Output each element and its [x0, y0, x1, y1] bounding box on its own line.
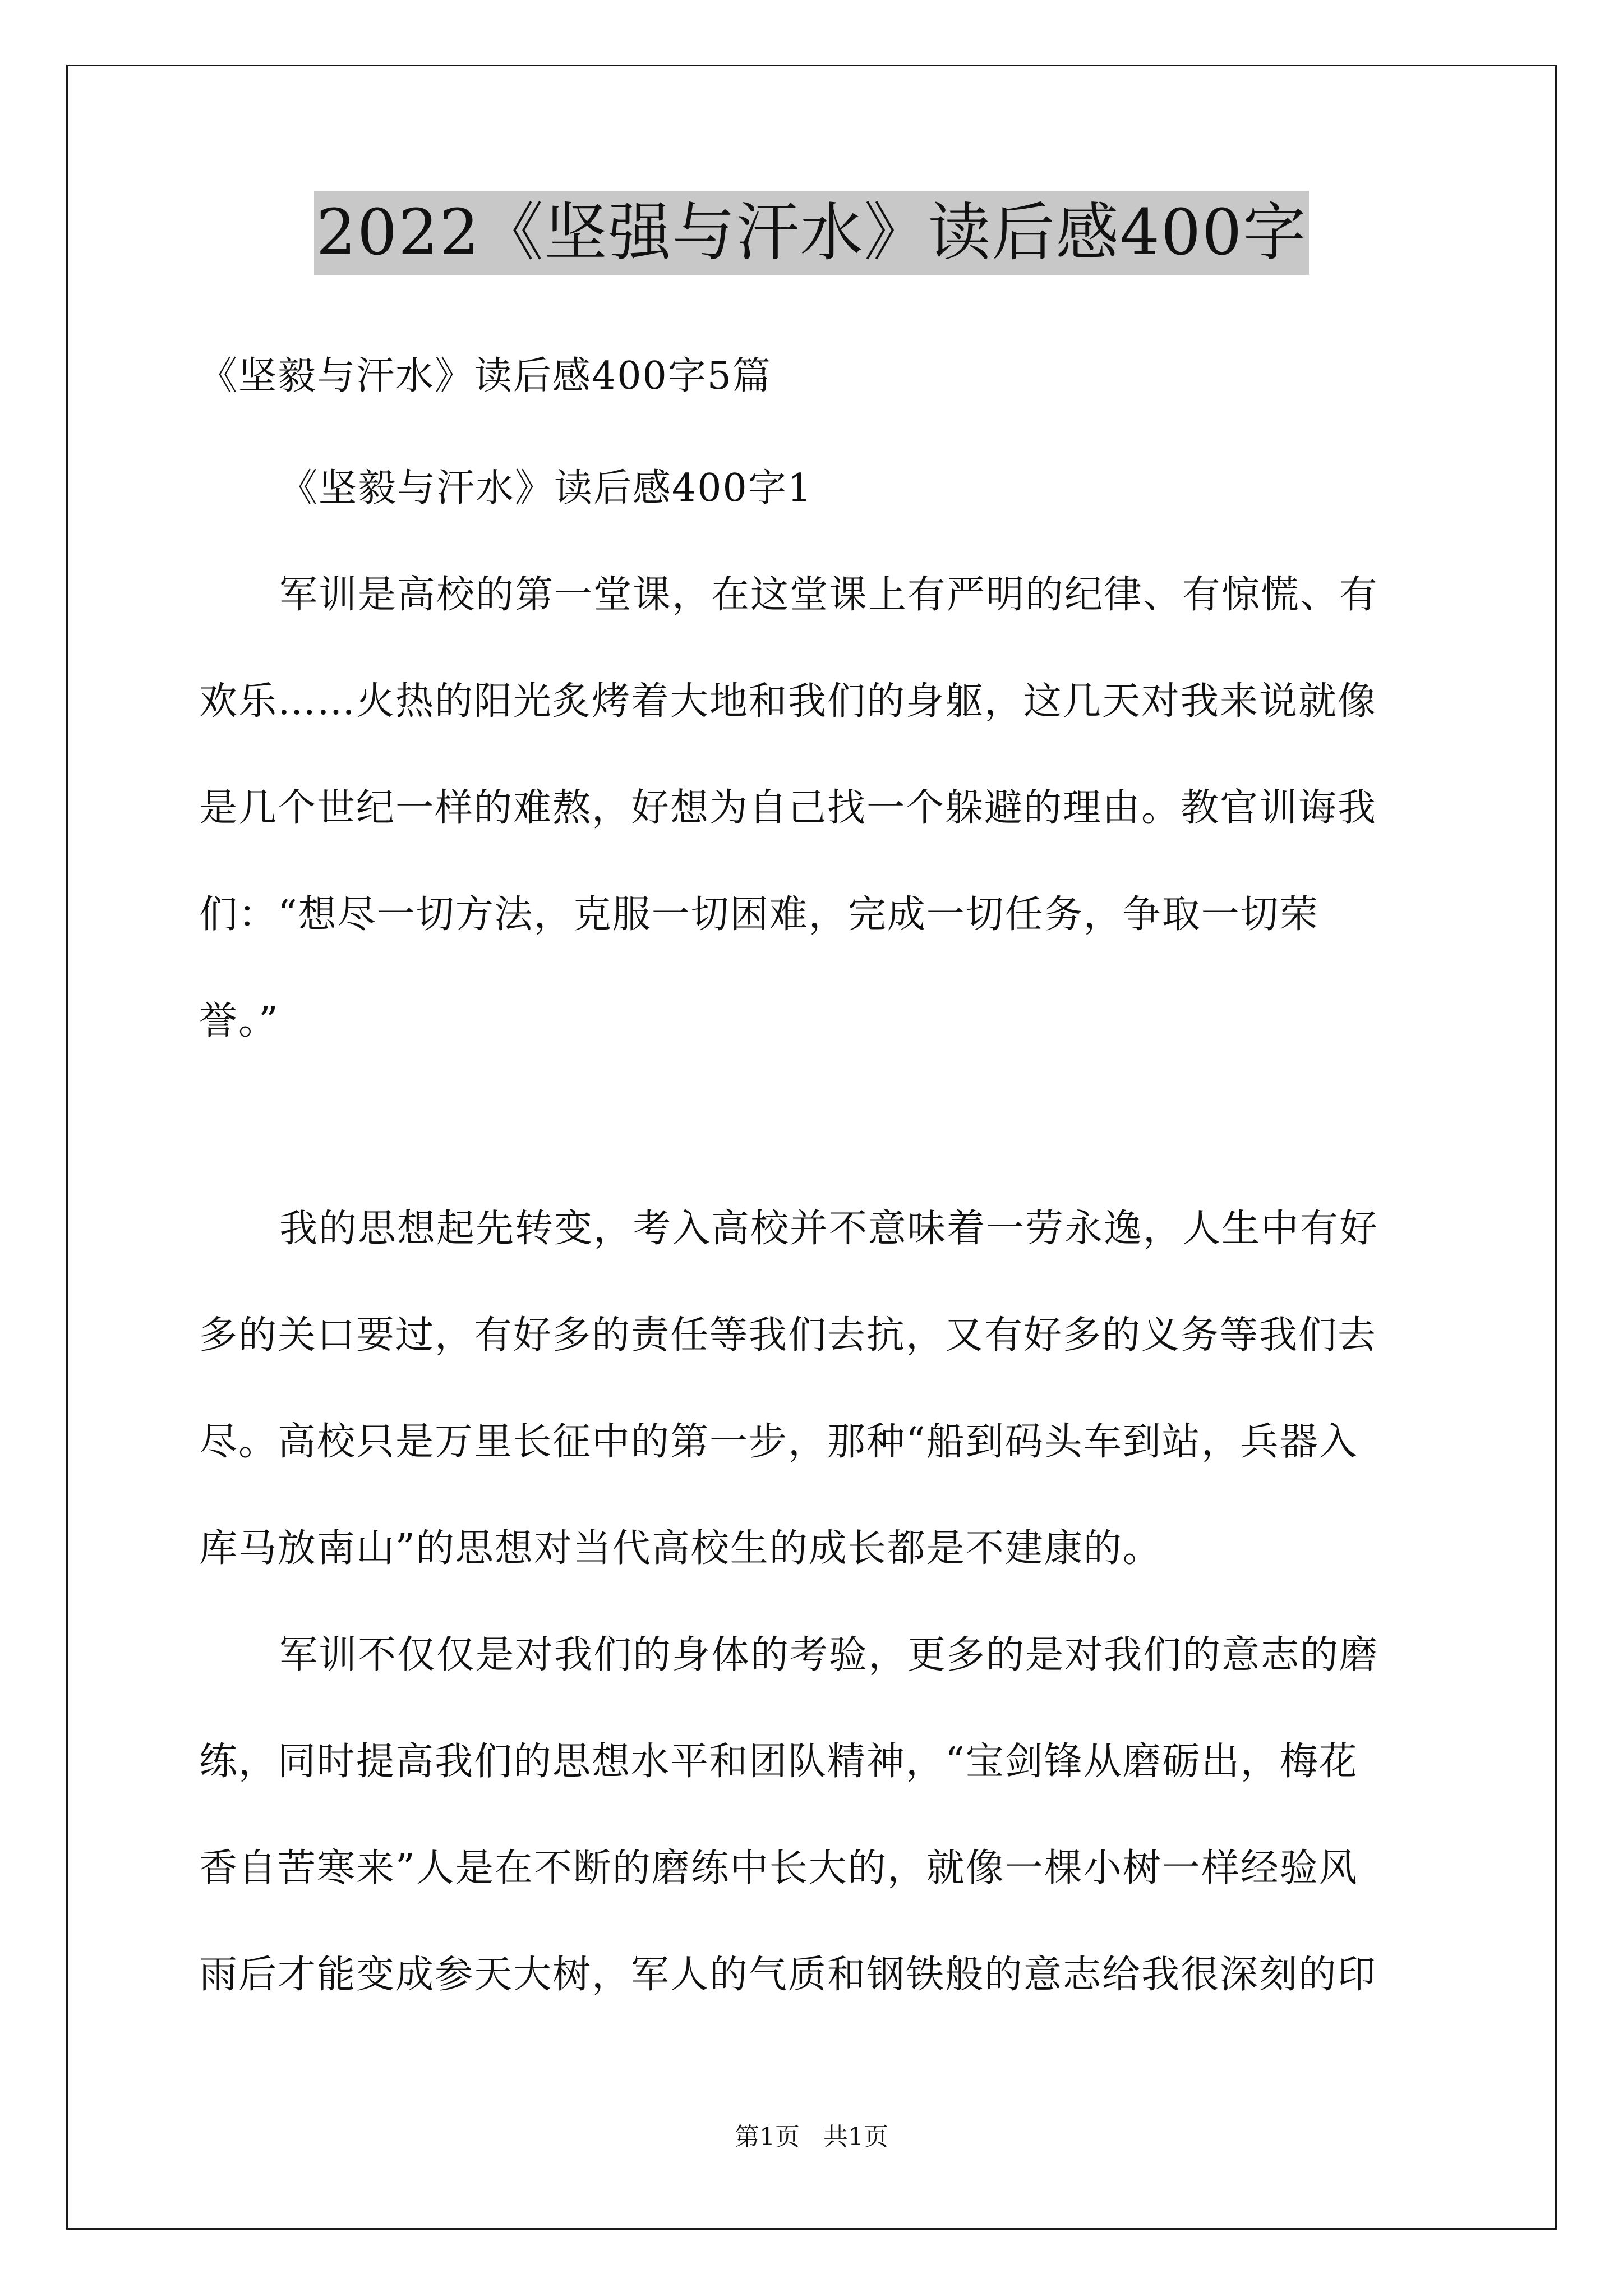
paragraph-line: 我的思想起先转变，考入高校并不意味着一劳永逸，人生中有好: [279, 1207, 1379, 1251]
section-heading: 《坚毅与汗水》读后感400字1: [279, 466, 813, 510]
paragraph-line: 誉。”: [199, 999, 279, 1043]
paragraph-line: 是几个世纪一样的难熬，好想为自己找一个躲避的理由。教官训诲我: [199, 786, 1377, 830]
paragraph-line: 军训是高校的第一堂课，在这堂课上有严明的纪律、有惊慌、有: [279, 573, 1379, 617]
document-title: 2022《坚强与汗水》读后感400字: [314, 191, 1310, 275]
paragraph-line: 军训不仅仅是对我们的身体的考验，更多的是对我们的意志的磨: [279, 1633, 1379, 1677]
document-subtitle: 《坚毅与汗水》读后感400字5篇: [199, 354, 772, 398]
paragraph-line: 练，同时提高我们的思想水平和团队精神，“宝剑锋从磨砺出，梅花: [199, 1740, 1358, 1784]
paragraph-line: 库马放南山”的思想对当代高校生的成长都是不建康的。: [199, 1526, 1162, 1571]
paragraph-line: 多的关口要过，有好多的责任等我们去抗，又有好多的义务等我们去: [199, 1313, 1377, 1358]
paragraph-line: 雨后才能变成参天大树，军人的气质和钢铁般的意志给我很深刻的印: [199, 1953, 1377, 1997]
paragraph-line: 们：“想尽一切方法，克服一切困难，完成一切任务，争取一切荣: [199, 892, 1319, 937]
paragraph-line: 欢乐……火热的阳光炙烤着大地和我们的身躯，这几天对我来说就像: [199, 679, 1377, 724]
title-container: [0, 191, 1623, 275]
paragraph-line: 尽。高校只是万里长征中的第一步，那种“船到码头车到站，兵器入: [199, 1420, 1358, 1464]
paragraph-line: 香自苦寒来”人是在不断的磨练中长大的，就像一棵小树一样经验风: [199, 1846, 1358, 1890]
page-footer: 第1页 共1页: [735, 2123, 888, 2151]
